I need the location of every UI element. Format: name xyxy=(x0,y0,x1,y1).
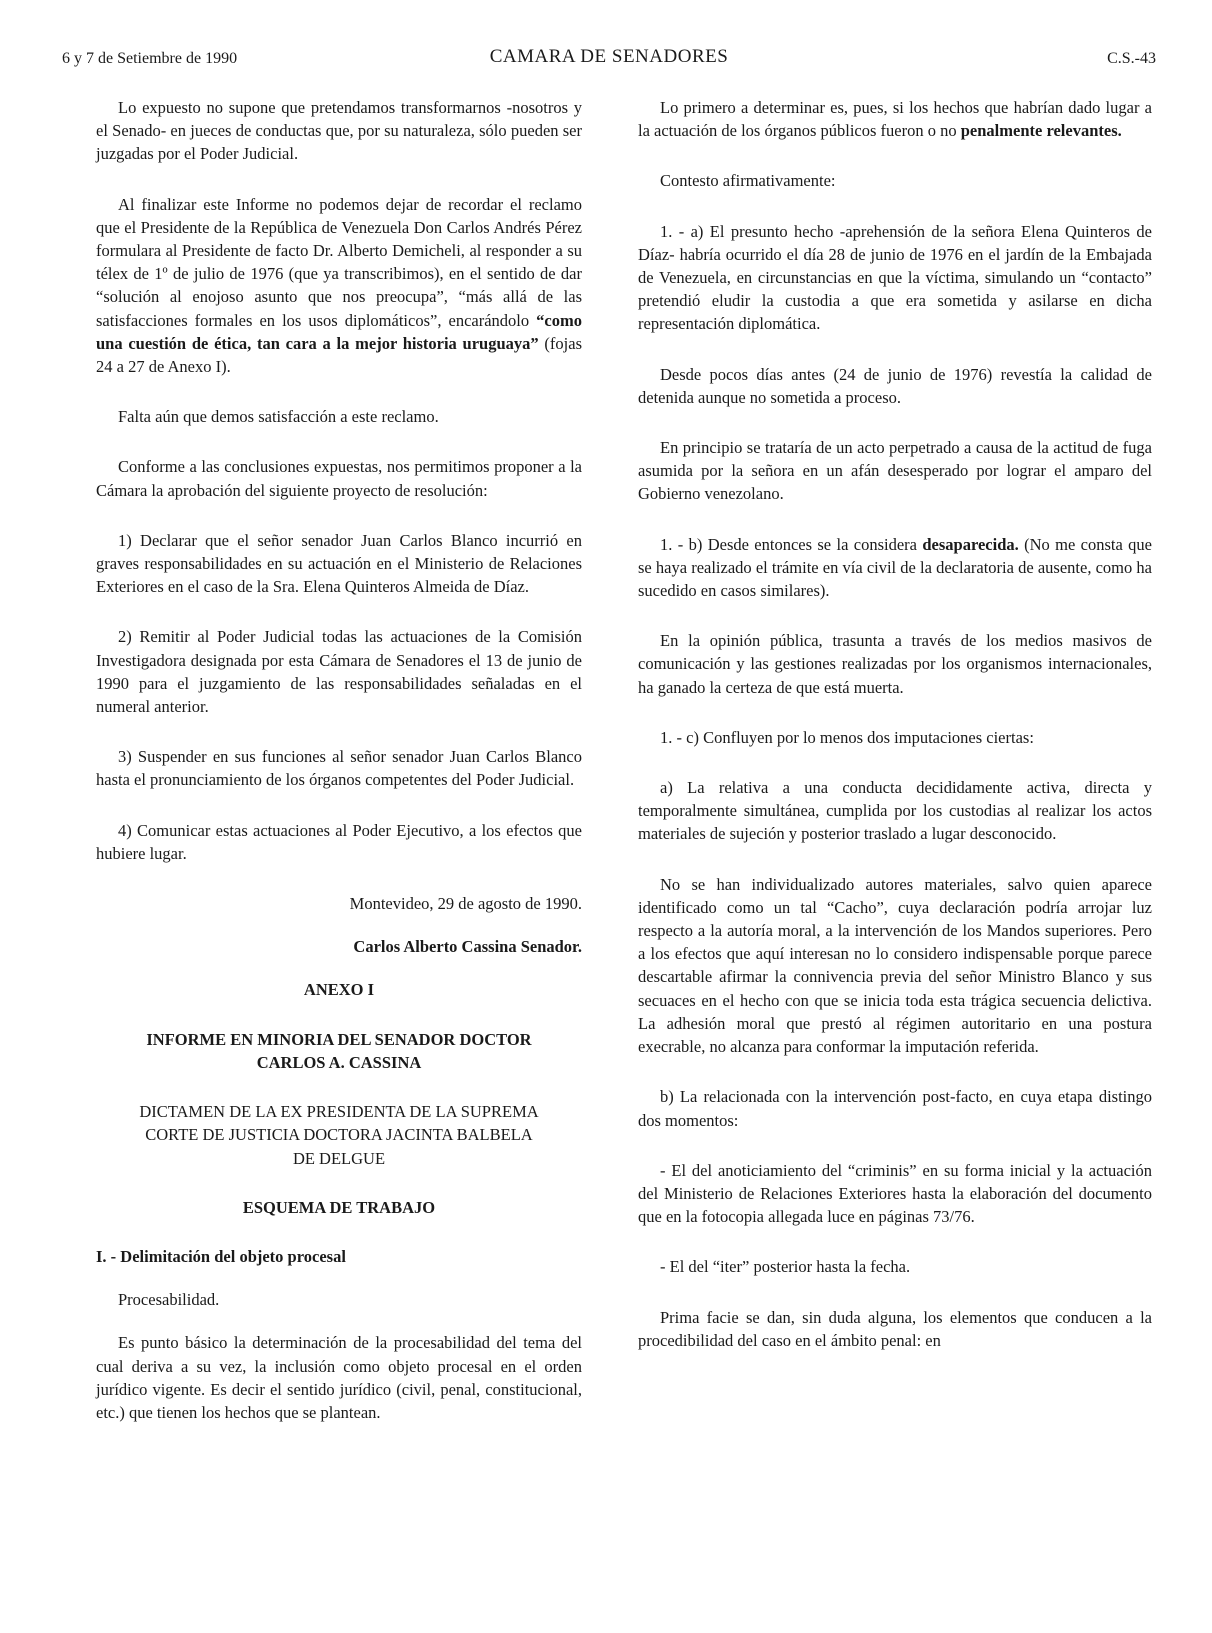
opinion-heading: DICTAMEN DE LA EX PRESIDENTA DE LA SUPREMA CORTE DE JUSTICIA DOCTORA JACINTA BALBELA DE DELGUE xyxy=(139,1102,539,1168)
paragraph: b) La relacionada con la intervención post-facto, en cuya etapa distingo dos momentos: xyxy=(638,1087,1152,1130)
left-column xyxy=(96,96,582,1451)
right-column xyxy=(638,96,1152,1379)
paragraph: 1. - c) Confluyen por lo menos dos imputaciones ciertas: xyxy=(660,727,1034,747)
paragraph: En principio se trataría de un acto perpetrado a causa de la actitud de fuga asumida por la señora en un afán desesperado por lograr el amparo del Gobierno venezolano. xyxy=(638,438,1152,504)
subheading: Procesabilidad. xyxy=(118,1290,220,1310)
paragraph: Lo primero a determinar es, pues, si los hechos que habrían dado lugar a la actuación de los órganos públicos fueron o no penalmente relevantes. xyxy=(638,98,1152,141)
signature: Carlos Alberto Cassina Senador. xyxy=(353,937,582,957)
paragraph: Contesto afirmativamente: xyxy=(660,171,836,191)
paragraph: Prima facie se dan, sin duda alguna, los elementos que conducen a la procedibilidad del caso en el ámbito penal: en xyxy=(638,1307,1152,1350)
place-date: Montevideo, 29 de agosto de 1990. xyxy=(349,894,582,914)
paragraph: No se han individualizado autores materiales, salvo quien aparece identificado como un tal “Cacho”, cuya declaración podría arrojar luz respecto a la autoría moral, a la intervención de los Mandos superiores. Pero a los efectos que aquí interesan no lo considero indispensable porque parece descartable afirmar la connivencia previa del señor Ministro Blanco y sus secuaces en el hecho con que se inicia toda esta trágica secuencia delictiva. La adhesión moral que prestó al régimen autoritario en una postura execrable, no alcanza para conformar la imputación referida. xyxy=(638,874,1152,1057)
bold-word: desaparecida. xyxy=(922,534,1019,554)
annex-heading: ANEXO I xyxy=(303,980,375,1000)
report-heading: INFORME EN MINORIA DEL SENADOR DOCTOR CARLOS A. CASSINA xyxy=(146,1029,532,1072)
page-header xyxy=(62,46,1156,78)
resolution-item: 4) Comunicar estas actuaciones al Poder Ejecutivo, a los efectos que hubiere lugar. xyxy=(96,820,582,863)
paragraph: En la opinión pública, trasunta a través de los medios masivos de comunicación y las gestiones realizadas por los organismos internacionales, ha ganado la certeza de que está muerta. xyxy=(638,631,1152,697)
scheme-heading: ESQUEMA DE TRABAJO xyxy=(242,1197,436,1217)
paragraph: - El del anoticiamiento del “criminis” en su forma inicial y la actuación del Ministerio de Relaciones Exteriores hasta la elaboración del documento que en la fotocopia allegada luce en páginas 73/76. xyxy=(638,1160,1152,1227)
paragraph: 1. - b) Desde entonces se la considera desaparecida. (No me consta que se haya realizado el trámite en vía civil de la declaratoria de ausente, como ha sucedido en casos similares). xyxy=(638,534,1152,601)
header-page-code: C.S.-43 xyxy=(1107,50,1156,67)
paragraph: Al finalizar este Informe no podemos dejar de recordar el reclamo que el Presidente de la República de Venezuela Don Carlos Andrés Pérez formulara al Presidente de facto Dr. Alberto Demicheli, al responder a su télex de 1º de julio de 1976 (que ya transcribimos), en el sentido de dar “solución al enojoso asunto que nos preocupa”, “más allá de las satisfacciones formales en los usos diplomáticos”, encarándolo “como una cuestión de ética, tan cara a la mejor historia uruguaya” (fojas 24 a 27 de Anexo I). xyxy=(96,194,582,377)
paragraph: Falta aún que demos satisfacción a este reclamo. xyxy=(118,407,439,427)
paragraph: a) La relativa a una conducta decididamente activa, directa y temporalmente simultánea, cumplida por los custodias al realizar los actos materiales de sujeción y posterior traslado a lugar desconocido. xyxy=(638,778,1152,844)
resolution-item: 3) Suspender en sus funciones al señor senador Juan Carlos Blanco hasta el pronunciamiento de los órganos competentes del Poder Judicial. xyxy=(96,747,582,790)
paragraph: Lo expuesto no supone que pretendamos transformarnos -nosotros y el Senado- en jueces de conductas que, por su naturaleza, sólo pueden ser juzgadas por el Poder Judicial. xyxy=(96,98,582,164)
header-date: 6 y 7 de Setiembre de 1990 xyxy=(62,50,238,67)
paragraph: Conforme a las conclusiones expuestas, nos permitimos proponer a la Cámara la aprobación del siguiente proyecto de resolución: xyxy=(96,457,582,500)
resolution-item: 2) Remitir al Poder Judicial todas las actuaciones de la Comisión Investigadora designada por esta Cámara de Senadores el 13 de junio de 1990 para el juzgamiento de las responsabilidades señaladas en el numeral anterior. xyxy=(96,627,582,717)
resolution-item: 1) Declarar que el señor senador Juan Carlos Blanco incurrió en graves responsabilidades en su actuación en el Ministerio de Relaciones Exteriores en el caso de la Sra. Elena Quinteros Almeida de Díaz. xyxy=(96,530,582,597)
paragraph: 1. - a) El presunto hecho -aprehensión de la señora Elena Quinteros de Díaz- habría ocurrido el día 28 de junio de 1976 en el jardín de la Embajada de Venezuela, en circunstancias en que la víctima, simulando un “contacto” pretendió eludir la custodia a que era sometida y asilarse en dicha representación diplomática. xyxy=(638,221,1152,334)
bold-quote: “como una cuestión de ética, tan cara a la mejor historia uruguaya” xyxy=(96,310,582,353)
paragraph: Desde pocos días antes (24 de junio de 1976) revestía la calidad de detenida aunque no sometida a proceso. xyxy=(638,364,1152,407)
section-heading: I. - Delimitación del objeto procesal xyxy=(96,1246,346,1266)
header-title: CAMARA DE SENADORES xyxy=(489,46,729,67)
paragraph: - El del “iter” posterior hasta la fecha. xyxy=(660,1257,911,1277)
paragraph: Es punto básico la determinación de la procesabilidad del tema del cual deriva a su vez, la inclusión como objeto procesal en el orden jurídico vigente. Es decir el sentido jurídico (civil, penal, constitucional, etc.) que tienen los hechos que se plantean. xyxy=(96,1333,582,1422)
bold-phrase: penalmente relevantes. xyxy=(960,121,1122,141)
